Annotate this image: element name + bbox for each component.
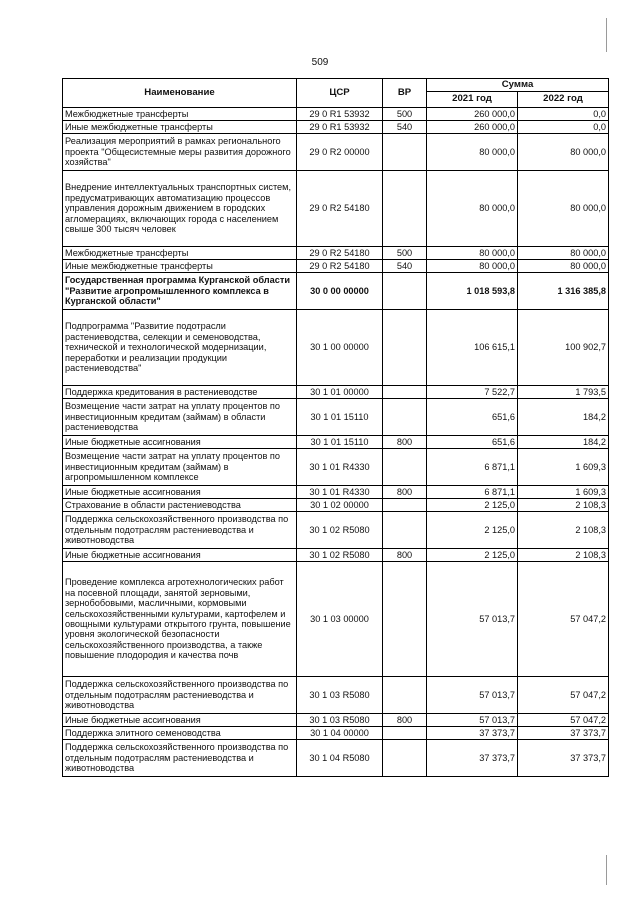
row-name: Подпрограмма "Развитие подотрасли растениеводства, селекции и семеноводства, технической и технологической модернизации, переработки и реализации продукции растениеводства" [63, 310, 297, 386]
table-row [63, 512, 609, 549]
row-csr: 30 1 04 R5080 [297, 740, 383, 777]
row-sum-2021: 260 000,0 [427, 108, 518, 121]
row-sum-2022: 0,0 [518, 121, 609, 134]
row-sum-2022: 1 609,3 [518, 486, 609, 499]
row-sum-2021: 80 000,0 [427, 134, 518, 171]
table-row [63, 714, 609, 727]
row-sum-2021: 106 615,1 [427, 310, 518, 386]
table-row [63, 108, 609, 121]
row-csr: 30 1 01 R4330 [297, 449, 383, 486]
row-sum-2021: 80 000,0 [427, 247, 518, 260]
row-name: Внедрение интеллектуальных транспортных систем, предусматривающих автоматизацию процессов управления дорожным движением в городских агломерациях, включающих города с населением свыше 300 тысяч человек [63, 171, 297, 247]
row-name: Возмещение части затрат на уплату процентов по инвестиционным кредитам (займам) в агропромышленном комплексе [63, 449, 297, 486]
row-sum-2021: 57 013,7 [427, 677, 518, 714]
row-csr: 30 1 03 00000 [297, 562, 383, 677]
row-sum-2022: 1 316 385,8 [518, 273, 609, 310]
row-vr: 800 [383, 486, 427, 499]
row-sum-2021: 651,6 [427, 399, 518, 436]
header-year-2022: 2022 год [518, 92, 609, 108]
table-row [63, 247, 609, 260]
row-sum-2021: 80 000,0 [427, 171, 518, 247]
table-row [63, 386, 609, 399]
table-row [63, 562, 609, 677]
row-sum-2022: 2 108,3 [518, 549, 609, 562]
row-sum-2021: 6 871,1 [427, 449, 518, 486]
row-vr [383, 740, 427, 777]
table-row [63, 486, 609, 499]
row-csr: 29 0 R1 53932 [297, 121, 383, 134]
right-edge-mark-lower [606, 855, 607, 885]
page-number: 509 [311, 57, 329, 68]
table-row [63, 121, 609, 134]
header-vr: ВР [383, 79, 427, 108]
table-row [63, 727, 609, 740]
row-sum-2021: 2 125,0 [427, 499, 518, 512]
header-name: Наименование [63, 79, 297, 108]
row-csr: 30 1 01 R4330 [297, 486, 383, 499]
row-sum-2021: 2 125,0 [427, 512, 518, 549]
row-name: Иные бюджетные ассигнования [63, 436, 297, 449]
table-row [63, 740, 609, 777]
table-row [63, 273, 609, 310]
row-vr: 500 [383, 108, 427, 121]
table-row [63, 399, 609, 436]
row-name: Возмещение части затрат на уплату процентов по инвестиционным кредитам (займам) в области растениеводства [63, 399, 297, 436]
row-vr [383, 273, 427, 310]
row-sum-2022: 37 373,7 [518, 727, 609, 740]
row-csr: 30 0 00 00000 [297, 273, 383, 310]
row-name: Иные бюджетные ассигнования [63, 714, 297, 727]
row-sum-2021: 57 013,7 [427, 714, 518, 727]
row-name: Межбюджетные трансферты [63, 108, 297, 121]
table-row [63, 436, 609, 449]
row-csr: 29 0 R2 54180 [297, 247, 383, 260]
budget-table [62, 78, 609, 777]
row-csr: 30 1 01 00000 [297, 386, 383, 399]
row-name: Поддержка сельскохозяйственного производства по отдельным подотраслям растениеводства и животноводства [63, 740, 297, 777]
row-name: Реализация мероприятий в рамках регионального проекта "Общесистемные меры развития дорожного хозяйства" [63, 134, 297, 171]
row-csr: 30 1 03 R5080 [297, 677, 383, 714]
row-sum-2022: 80 000,0 [518, 260, 609, 273]
row-vr: 540 [383, 121, 427, 134]
row-sum-2022: 57 047,2 [518, 677, 609, 714]
table-row [63, 171, 609, 247]
right-edge-mark [606, 18, 607, 52]
row-sum-2022: 57 047,2 [518, 714, 609, 727]
row-vr [383, 562, 427, 677]
row-sum-2021: 6 871,1 [427, 486, 518, 499]
row-vr: 800 [383, 714, 427, 727]
row-csr: 29 0 R2 00000 [297, 134, 383, 171]
row-name: Межбюджетные трансферты [63, 247, 297, 260]
row-vr [383, 310, 427, 386]
row-sum-2021: 7 522,7 [427, 386, 518, 399]
row-name: Поддержка элитного семеноводства [63, 727, 297, 740]
row-vr: 540 [383, 260, 427, 273]
row-vr [383, 512, 427, 549]
row-name: Иные межбюджетные трансферты [63, 121, 297, 134]
row-sum-2021: 2 125,0 [427, 549, 518, 562]
row-vr [383, 727, 427, 740]
row-name: Поддержка сельскохозяйственного производства по отдельным подотраслям растениеводства и животноводства [63, 512, 297, 549]
row-csr: 30 1 04 00000 [297, 727, 383, 740]
row-csr: 30 1 01 15110 [297, 436, 383, 449]
table-row [63, 677, 609, 714]
row-vr [383, 171, 427, 247]
table-row [63, 134, 609, 171]
header-csr: ЦСР [297, 79, 383, 108]
row-sum-2022: 100 902,7 [518, 310, 609, 386]
row-sum-2021: 260 000,0 [427, 121, 518, 134]
row-sum-2022: 37 373,7 [518, 740, 609, 777]
row-sum-2021: 37 373,7 [427, 740, 518, 777]
table-row [63, 499, 609, 512]
row-csr: 29 0 R2 54180 [297, 171, 383, 247]
row-csr: 30 1 02 00000 [297, 499, 383, 512]
row-csr: 30 1 02 R5080 [297, 549, 383, 562]
table-row [63, 310, 609, 386]
row-vr [383, 449, 427, 486]
row-vr: 500 [383, 247, 427, 260]
row-csr: 30 1 00 00000 [297, 310, 383, 386]
table-row [63, 260, 609, 273]
row-name: Поддержка кредитования в растениеводстве [63, 386, 297, 399]
row-vr [383, 499, 427, 512]
row-vr [383, 134, 427, 171]
row-sum-2022: 2 108,3 [518, 512, 609, 549]
row-sum-2021: 37 373,7 [427, 727, 518, 740]
header-year-2021: 2021 год [427, 92, 518, 108]
row-csr: 30 1 03 R5080 [297, 714, 383, 727]
row-name: Государственная программа Курганской области "Развитие агропромышленного комплекса в Курганской области" [63, 273, 297, 310]
row-sum-2021: 1 018 593,8 [427, 273, 518, 310]
row-name: Страхование в области растениеводства [63, 499, 297, 512]
row-sum-2022: 2 108,3 [518, 499, 609, 512]
row-vr [383, 399, 427, 436]
row-sum-2022: 0,0 [518, 108, 609, 121]
table-row [63, 449, 609, 486]
row-sum-2022: 184,2 [518, 399, 609, 436]
row-name: Иные межбюджетные трансферты [63, 260, 297, 273]
row-csr: 30 1 02 R5080 [297, 512, 383, 549]
row-csr: 29 0 R2 54180 [297, 260, 383, 273]
row-name: Иные бюджетные ассигнования [63, 549, 297, 562]
row-sum-2022: 80 000,0 [518, 134, 609, 171]
row-sum-2021: 57 013,7 [427, 562, 518, 677]
row-vr [383, 386, 427, 399]
row-name: Иные бюджетные ассигнования [63, 486, 297, 499]
row-sum-2022: 80 000,0 [518, 171, 609, 247]
header-sum: Сумма [427, 79, 609, 92]
row-csr: 29 0 R1 53932 [297, 108, 383, 121]
row-sum-2022: 184,2 [518, 436, 609, 449]
row-sum-2022: 57 047,2 [518, 562, 609, 677]
row-sum-2021: 651,6 [427, 436, 518, 449]
table-row [63, 549, 609, 562]
row-name: Поддержка сельскохозяйственного производства по отдельным подотраслям растениеводства и животноводства [63, 677, 297, 714]
row-vr: 800 [383, 549, 427, 562]
row-sum-2022: 80 000,0 [518, 247, 609, 260]
row-vr: 800 [383, 436, 427, 449]
row-sum-2022: 1 793,5 [518, 386, 609, 399]
row-vr [383, 677, 427, 714]
row-sum-2021: 80 000,0 [427, 260, 518, 273]
row-name: Проведение комплекса агротехнологических работ на посевной площади, занятой зерновыми, зернобобовыми, масличными, кормовыми сельскохозяйственными культурами, картофелем и овощными культурами открытого грунта, повышение уровня экологической безопасности сельскохозяйственного производства, а также повышение плодородия и качества почв [63, 562, 297, 677]
row-csr: 30 1 01 15110 [297, 399, 383, 436]
row-sum-2022: 1 609,3 [518, 449, 609, 486]
